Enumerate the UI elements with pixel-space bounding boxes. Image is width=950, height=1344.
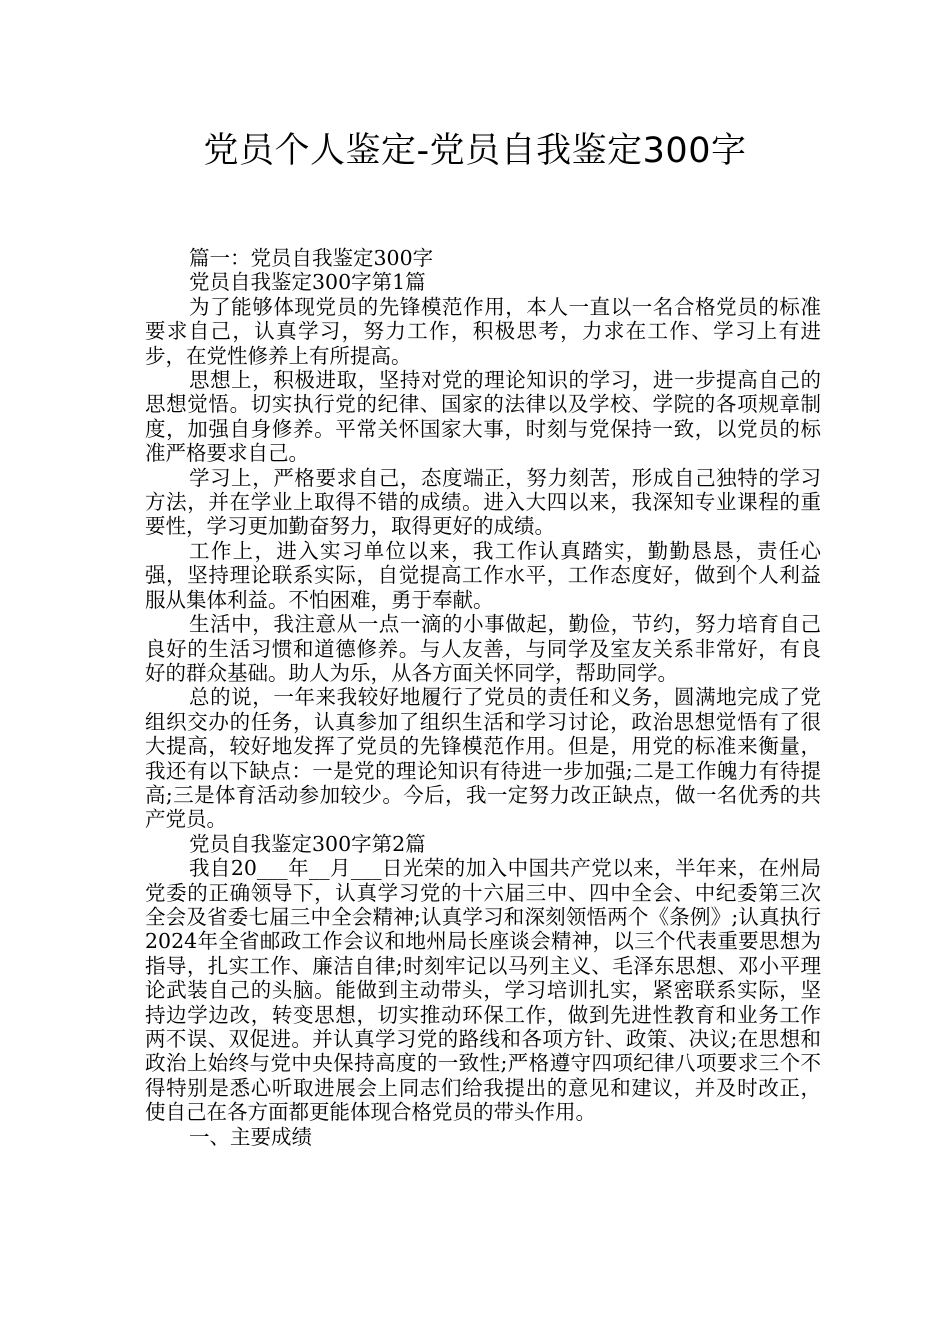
subsection-heading-1: 党员自我鉴定300字第1篇 xyxy=(189,270,426,295)
body-paragraph: 工作上，进入实习单位以来，我工作认真踏实，勤勤恳恳，责任心强，坚持理论联系实际，自觉提高工作水平，工作态度好，做到个人利益服从集体利益。不怕困难，勇于奉献。 xyxy=(145,538,821,612)
document-body xyxy=(145,246,821,1149)
body-paragraph: 思想上，积极进取，坚持对党的理论知识的学习，进一步提高自己的思想觉悟。切实执行党的纪律、国家的法律以及学校、学院的各项规章制度，加强自身修养。平常关怀国家大事，时刻与党保持一致，以党员的标准严格要求自己。 xyxy=(145,368,821,466)
subsection-heading-2: 党员自我鉴定300字第2篇 xyxy=(189,831,426,856)
body-paragraph: 学习上，严格要求自己，态度端正，努力刻苦，形成自己独特的学习方法，并在学业上取得不错的成绩。进入大四以来，我深知专业课程的重要性，学习更加勤奋努力，取得更好的成绩。 xyxy=(145,465,821,539)
body-paragraph: 生活中，我注意从一点一滴的小事做起，勤俭，节约，努力培育自己良好的生活习惯和道德修养。与人友善，与同学及室友关系非常好，有良好的群众基础。助人为乐，从各方面关怀同学，帮助同学。 xyxy=(145,612,821,685)
body-paragraph: 我自20___年__月___日光荣的加入中国共产党以来，半年来，在州局党委的正确领导下，认真学习党的十六届三中、四中全会、中纪委第三次全会及省委七届三中全会精神;认真学习和深刻领悟两个《条例》;认真执行2024年全省邮政工作会议和地州局长座谈会精神，以三个代表重要思想为指导，扎实工作、廉洁自律;时刻牢记以马列主义、毛泽东思想、邓小平理论武装自己的头脑。能做到主动带头，学习培训扎实，紧密联系实际，坚持边学边改，转变思想，切实推动环保工作，做到先进性教育和业务工作两不误、双促进。并认真学习党的路线和各项方针、政策、决议;在思想和政治上始终与党中央保持高度的一致性;严格遵守四项纪律八项要求三个不得特别是悉心听取进展会上同志们给我提出的意见和建议，并及时改正，使自己在各方面都更能体现合格党员的带头作用。 xyxy=(145,856,821,1125)
body-paragraph: 为了能够体现党员的先锋模范作用，本人一直以一名合格党员的标准要求自己，认真学习，努力工作，积极思考，力求在工作、学习上有进步，在党性修养上有所提高。 xyxy=(145,294,821,368)
list-heading: 一、主要成绩 xyxy=(189,1124,312,1149)
section-heading-1: 篇一：党员自我鉴定300字 xyxy=(189,246,434,270)
document-title: 党员个人鉴定-党员自我鉴定300字 xyxy=(203,131,747,171)
body-paragraph: 总的说，一年来我较好地履行了党员的责任和义务，圆满地完成了党组织交办的任务，认真参加了组织生活和学习讨论，政治思想觉悟有了很大提高，较好地发挥了党员的先锋模范作用。但是，用党的标准来衡量，我还有以下缺点：一是党的理论知识有待进一步加强;二是工作魄力有待提高;三是体育活动参加较少。今后，我一定努力改正缺点，做一名优秀的共产党员。 xyxy=(145,685,821,832)
